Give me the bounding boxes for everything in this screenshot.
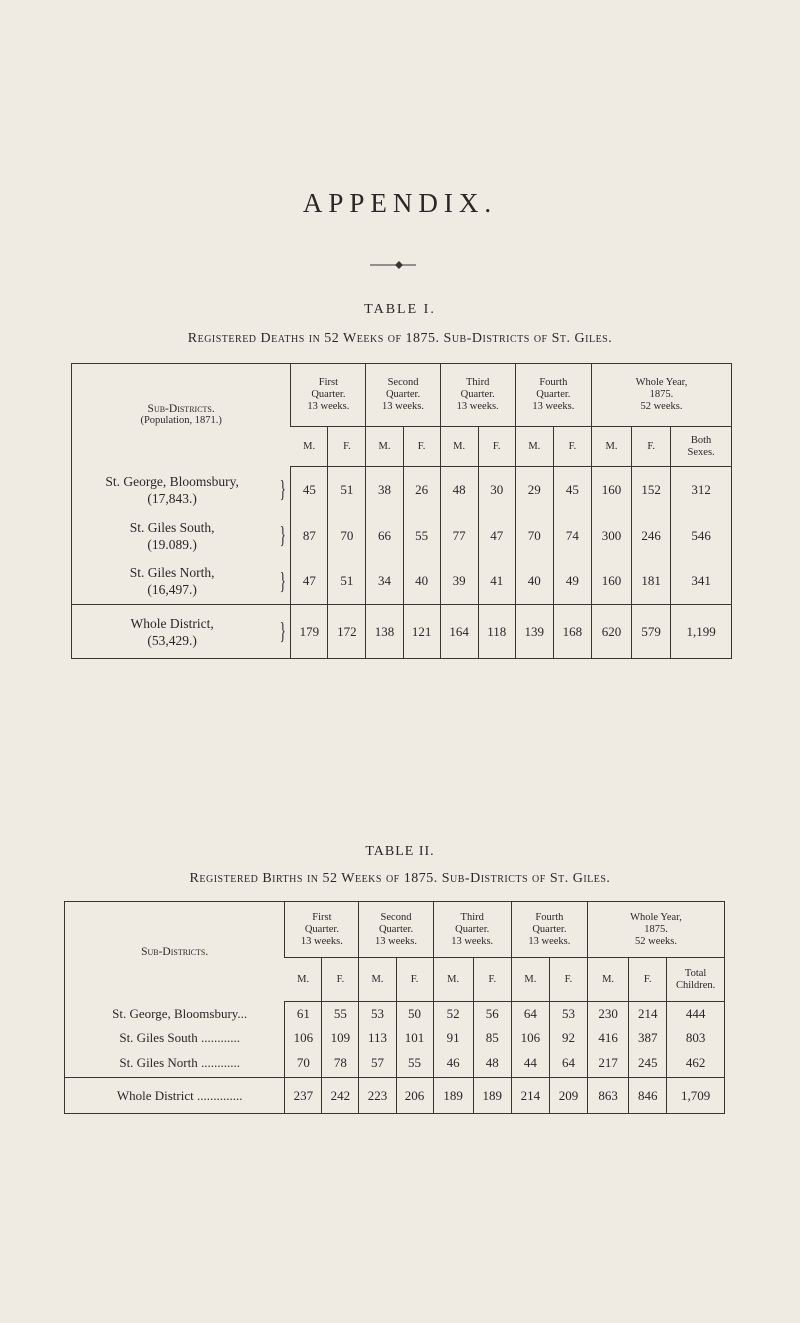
table2-group-q2: Second Quarter. 13 weeks.: [359, 902, 433, 958]
table1-group-q3: Third Quarter. 13 weeks.: [440, 364, 515, 427]
cell: 40: [403, 559, 440, 605]
cell: 237: [285, 1078, 322, 1114]
cell: 39: [440, 559, 478, 605]
cell: 168: [553, 605, 591, 659]
cell: 53: [359, 1002, 396, 1026]
table2-f-label: F.: [549, 958, 587, 1002]
cell: 30: [478, 467, 515, 513]
cell: 45: [291, 467, 328, 513]
cell: 118: [478, 605, 515, 659]
table1-subtitle: Registered Deaths in 52 Weeks of 1875. Sub-Districts of St. Giles.: [187, 331, 613, 346]
table-row: [65, 1050, 725, 1078]
cell: 217: [588, 1050, 629, 1078]
cell: 34: [366, 559, 403, 605]
cell: 53: [549, 1002, 587, 1026]
table2-total-label: Total Children.: [667, 958, 725, 1002]
cell: 846: [629, 1078, 667, 1114]
subdistrict-population: (16,497.): [147, 582, 197, 598]
cell: 579: [632, 605, 671, 659]
table2-f-label: F.: [396, 958, 433, 1002]
cell: 462: [667, 1050, 725, 1078]
table1-f-label: F.: [328, 427, 366, 467]
cell: 40: [515, 559, 553, 605]
cell: 29: [515, 467, 553, 513]
table1-f-label: F.: [553, 427, 591, 467]
cell: 61: [285, 1002, 322, 1026]
cell: 50: [396, 1002, 433, 1026]
cell: 138: [366, 605, 403, 659]
table2-f-label: F.: [473, 958, 511, 1002]
table2-group-year: Whole Year, 1875. 52 weeks.: [588, 902, 725, 958]
divider-ornament: [370, 260, 416, 270]
cell: 113: [359, 1026, 396, 1050]
table2-caption: TABLE II.: [365, 844, 435, 859]
brace: }: [279, 619, 286, 645]
subdistrict-name: Whole District,: [130, 615, 214, 631]
page-title: APPENDIX.: [302, 188, 498, 218]
cell: 55: [403, 513, 440, 559]
cell: 70: [515, 513, 553, 559]
table2-births: [64, 901, 725, 1114]
cell: 214: [511, 1078, 549, 1114]
cell: 78: [322, 1050, 359, 1078]
cell: 49: [553, 559, 591, 605]
cell: 181: [632, 559, 671, 605]
cell: 47: [291, 559, 328, 605]
brace: }: [279, 568, 286, 595]
cell: 300: [591, 513, 631, 559]
subdistrict-name: St. Giles North ............: [119, 1055, 240, 1071]
table2-header-row: [65, 902, 725, 958]
cell: 312: [671, 467, 732, 513]
cell: 55: [322, 1002, 359, 1026]
cell: 45: [553, 467, 591, 513]
table1-f-label: F.: [632, 427, 671, 467]
cell: 803: [667, 1026, 725, 1050]
table1-f-label: F.: [403, 427, 440, 467]
cell: 444: [667, 1002, 725, 1026]
cell: 121: [403, 605, 440, 659]
cell: 57: [359, 1050, 396, 1078]
table2-m-label: M.: [285, 958, 322, 1002]
cell: 341: [671, 559, 732, 605]
cell: 1,199: [671, 605, 732, 659]
cell: 41: [478, 559, 515, 605]
table2-m-label: M.: [433, 958, 473, 1002]
cell: 64: [549, 1050, 587, 1078]
table2-group-q3: Third Quarter. 13 weeks.: [433, 902, 511, 958]
subdistrict-name: St. George, Bloomsbury...: [112, 1005, 248, 1021]
cell: 223: [359, 1078, 396, 1114]
table1-both-label: Both Sexes.: [671, 427, 732, 467]
table2-m-label: M.: [588, 958, 629, 1002]
table2-f-label: F.: [322, 958, 359, 1002]
table1-group-q2: Second Quarter. 13 weeks.: [366, 364, 440, 427]
table-row: [72, 467, 732, 513]
table1-group-year: Whole Year, 1875. 52 weeks.: [591, 364, 731, 427]
cell: 101: [396, 1026, 433, 1050]
subdistrict-population: (19.089.): [147, 536, 197, 552]
cell: 179: [291, 605, 328, 659]
cell: 160: [591, 559, 631, 605]
cell: 206: [396, 1078, 433, 1114]
cell: 106: [285, 1026, 322, 1050]
cell: 546: [671, 513, 732, 559]
cell: 48: [473, 1050, 511, 1078]
cell: 74: [553, 513, 591, 559]
cell: 387: [629, 1026, 667, 1050]
table2-m-label: M.: [359, 958, 396, 1002]
subdistrict-name: St. George, Bloomsbury,: [105, 473, 239, 489]
cell: 620: [591, 605, 631, 659]
cell: 209: [549, 1078, 587, 1114]
cell: 1,709: [667, 1078, 725, 1114]
table-row: [65, 1002, 725, 1026]
row-label: [72, 605, 291, 659]
cell: 109: [322, 1026, 359, 1050]
cell: 139: [515, 605, 553, 659]
cell: 77: [440, 513, 478, 559]
table-row: [72, 513, 732, 559]
cell: 242: [322, 1078, 359, 1114]
cell: 416: [588, 1026, 629, 1050]
cell: 230: [588, 1002, 629, 1026]
cell: 85: [473, 1026, 511, 1050]
cell: 44: [511, 1050, 549, 1078]
table-row-total: [65, 1078, 725, 1114]
cell: 164: [440, 605, 478, 659]
cell: 47: [478, 513, 515, 559]
subdistrict-name: St. Giles South ............: [119, 1029, 240, 1045]
cell: 55: [396, 1050, 433, 1078]
table1-m-label: M.: [591, 427, 631, 467]
table2-group-q4: Fourth Quarter. 13 weeks.: [511, 902, 587, 958]
cell: 48: [440, 467, 478, 513]
table1-header-row: [72, 364, 732, 427]
table-row: [72, 559, 732, 605]
table1-m-label: M.: [291, 427, 328, 467]
brace: }: [279, 476, 286, 503]
cell: 172: [328, 605, 366, 659]
table1-m-label: M.: [440, 427, 478, 467]
cell: 64: [511, 1002, 549, 1026]
table1-deaths: [71, 363, 732, 659]
table2-col-subdistricts: Sub-Districts.: [141, 945, 209, 958]
cell: 91: [433, 1026, 473, 1050]
cell: 214: [629, 1002, 667, 1026]
cell: 246: [632, 513, 671, 559]
subdistrict-name: St. Giles North,: [129, 565, 215, 581]
table1-group-q1: First Quarter. 13 weeks.: [291, 364, 366, 427]
subdistrict-population: (17,843.): [147, 490, 197, 506]
table2-group-q1: First Quarter. 13 weeks.: [285, 902, 359, 958]
cell: 152: [632, 467, 671, 513]
cell: 70: [328, 513, 366, 559]
subdistrict-population: (53,429.): [147, 632, 197, 648]
table1-f-label: F.: [478, 427, 515, 467]
table1-caption: TABLE I.: [364, 302, 436, 317]
cell: 52: [433, 1002, 473, 1026]
table-row: [65, 1026, 725, 1050]
brace: }: [279, 522, 286, 549]
row-label: [72, 559, 291, 605]
cell: 46: [433, 1050, 473, 1078]
cell: 56: [473, 1002, 511, 1026]
cell: 106: [511, 1026, 549, 1050]
table1-col-population-label: (Population, 1871.): [140, 415, 222, 427]
table1-m-label: M.: [515, 427, 553, 467]
cell: 863: [588, 1078, 629, 1114]
table2-m-label: M.: [511, 958, 549, 1002]
table1-col-subdistricts-label: Sub-Districts.: [147, 403, 215, 416]
cell: 26: [403, 467, 440, 513]
table2-subtitle: Registered Births in 52 Weeks of 1875. Sub-Districts of St. Giles.: [189, 871, 611, 886]
cell: 51: [328, 467, 366, 513]
table1-col-subdistricts: [72, 364, 291, 467]
cell: 66: [366, 513, 403, 559]
table1-m-label: M.: [366, 427, 403, 467]
table-row-total: [72, 605, 732, 659]
cell: 87: [291, 513, 328, 559]
cell: 38: [366, 467, 403, 513]
cell: 245: [629, 1050, 667, 1078]
cell: 160: [591, 467, 631, 513]
cell: 51: [328, 559, 366, 605]
cell: 189: [433, 1078, 473, 1114]
row-label: [72, 513, 291, 559]
subdistrict-name: St. Giles South,: [129, 519, 215, 535]
cell: 92: [549, 1026, 587, 1050]
cell: 70: [285, 1050, 322, 1078]
table1-group-q4: Fourth Quarter. 13 weeks.: [515, 364, 591, 427]
subdistrict-name: Whole District ..............: [65, 1078, 285, 1114]
row-label: [72, 467, 291, 513]
cell: 189: [473, 1078, 511, 1114]
table2-f-label: F.: [629, 958, 667, 1002]
